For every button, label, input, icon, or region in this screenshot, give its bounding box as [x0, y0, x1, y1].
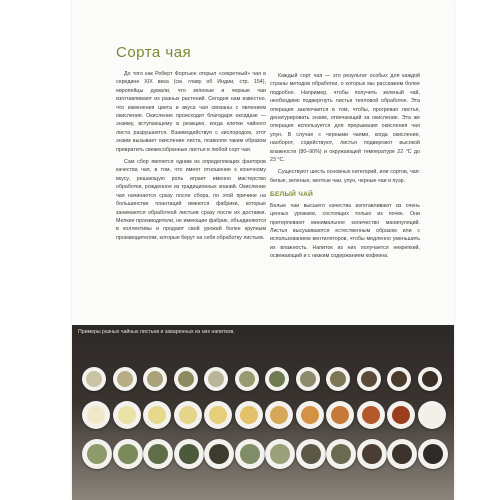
tea-cup [113, 439, 143, 469]
tea-samples-photo [72, 325, 454, 500]
tea-cup [174, 439, 204, 469]
tea-sample [301, 444, 321, 464]
paragraph: Белые чаи высшего качества изготавливают из очень ценных урожаев, состоящих только из почек. Они претерпевают минимальное количество манипуляций. Листья высушиваются естественным образом или с использованием вентиляторов, чтобы медленно уменьшить их влажность. Напиток из них получается некрепкий, освежающий и с низким содержанием кофеина. [270, 202, 420, 260]
tea-cup [265, 401, 293, 429]
tea-cup [296, 401, 324, 429]
paragraph: До того как Роберт Фортьюн открыл «секретный» чая в середине XIX века (см. главу об Индии, стр. 154), европейцы думали, что зеленые и черные чаи изготавливают из разных растений. Сегодня нам известно, что изменения цвета и вкуса чая связаны с явлением окисления. Окисление происходит благодаря оксидазе — энзиму, вступающему в реакцию, когда клетки чайного листа разрушаются. Взаимодействуя с кислородом, этот энзим вызывает окисление листа, позволяя таким образом превратить свежесобранные листья в любой сорт чая. [116, 71, 266, 153]
tea-sample [331, 444, 351, 464]
right-text-column [270, 72, 420, 265]
tea-cup [387, 401, 415, 429]
left-text-column [116, 70, 266, 246]
book-page [72, 0, 454, 500]
tea-sample [240, 406, 258, 424]
tea-sample [179, 444, 199, 464]
tea-cup [82, 401, 110, 429]
tea-sample [209, 406, 227, 424]
infused-leaves-row [82, 439, 448, 479]
photo-caption: Примеры разных чайных листьев и заваренных из них напитков. [78, 329, 235, 335]
tea-cup [113, 401, 141, 429]
tea-sample [301, 406, 319, 424]
tea-cup [326, 401, 354, 429]
tea-cup [296, 367, 320, 391]
brewed-tea-row [82, 401, 448, 441]
tea-sample [239, 371, 255, 387]
white-tea-heading: БЕЛЫЙ ЧАЙ [270, 191, 314, 199]
tea-sample [148, 406, 166, 424]
tea-cup [82, 367, 106, 391]
tea-cup [387, 439, 417, 469]
tea-cup [235, 401, 263, 429]
tea-sample [87, 406, 105, 424]
tea-cup [113, 367, 137, 391]
tea-cup [174, 367, 198, 391]
tea-sample [117, 371, 133, 387]
tea-cup [204, 401, 232, 429]
tea-cup [357, 401, 385, 429]
paragraph: Каждый сорт чая — это результат особых для каждой страны методов обработки, о которых мы расскажем более подробно. Например, чтобы получить зеленый чай, необходимо подвергнуть листья тепловой обработке. Эта операция заключается в том, чтобы, прогревая листья, денатурировать энзим, отвечающий за окисление. Эта же операция используется для прерывания окисления чая улун. В случае с черными чаями, когда окисление, наоборот, содействуют, листья подвергают высокой влажности (80–90%) и окружающей температуре 22 °C до 23 °C. [270, 73, 420, 164]
tea-cup [204, 439, 234, 469]
tea-cup [326, 439, 356, 469]
tea-sample [87, 444, 107, 464]
tea-sample [118, 406, 136, 424]
tea-sample [147, 371, 163, 387]
tea-sample [86, 371, 102, 387]
tea-sample [270, 406, 288, 424]
tea-cup [82, 439, 112, 469]
tea-cup [326, 367, 350, 391]
tea-sample [392, 406, 410, 424]
tea-sample [392, 444, 412, 464]
tea-sample [423, 406, 441, 424]
tea-cup [235, 439, 265, 469]
tea-cup [387, 367, 411, 391]
tea-sample [269, 371, 285, 387]
tea-sample [240, 444, 260, 464]
tea-sample [179, 406, 197, 424]
tea-sample [362, 444, 382, 464]
tea-sample [270, 444, 290, 464]
paragraph: Существуют шесть основных категорий, или сортов, чая: белые, зеленые, желтые чаи, улун, черные чаи и пуэр. [270, 169, 420, 184]
tea-cup [357, 367, 381, 391]
tea-sample [330, 371, 346, 387]
tea-cup [143, 439, 173, 469]
tea-sample [300, 371, 316, 387]
tea-cup [418, 367, 442, 391]
tea-sample [118, 444, 138, 464]
tea-sample [422, 371, 438, 387]
page-title: Сорта чая [116, 44, 192, 61]
tea-sample [362, 406, 380, 424]
tea-sample [423, 444, 443, 464]
tea-cup [265, 439, 295, 469]
tea-cup [296, 439, 326, 469]
tea-sample [391, 371, 407, 387]
tea-cup [174, 401, 202, 429]
tea-cup [265, 367, 289, 391]
tea-cup [357, 439, 387, 469]
tea-sample [178, 371, 194, 387]
tea-sample [148, 444, 168, 464]
tea-cup [143, 401, 171, 429]
tea-sample [361, 371, 377, 387]
tea-cup [418, 439, 448, 469]
tea-sample [209, 444, 229, 464]
tea-cup [204, 367, 228, 391]
paragraph: Сам сбор является одним из определяющих факторов качества чая, в том, что имеет отношение к конечному вкусу, решающую роль играет именно мастерство обработки, рожденное из традиционных знаний. Окисление чая начинается сразу после сбора, по этой причине на большинстве плантаций имеются фабрики, которые занимаются обработкой листьев сразу после их доставки. Мелкие производители, не имеющие фабрик, объединяются в коллективы и продают свой урожай более крупным производителям, которые берут на себя обработку листьев. [116, 159, 266, 241]
tea-cup [235, 367, 259, 391]
tea-cup [143, 367, 167, 391]
tea-cup [418, 401, 446, 429]
tea-sample [208, 371, 224, 387]
tea-sample [331, 406, 349, 424]
